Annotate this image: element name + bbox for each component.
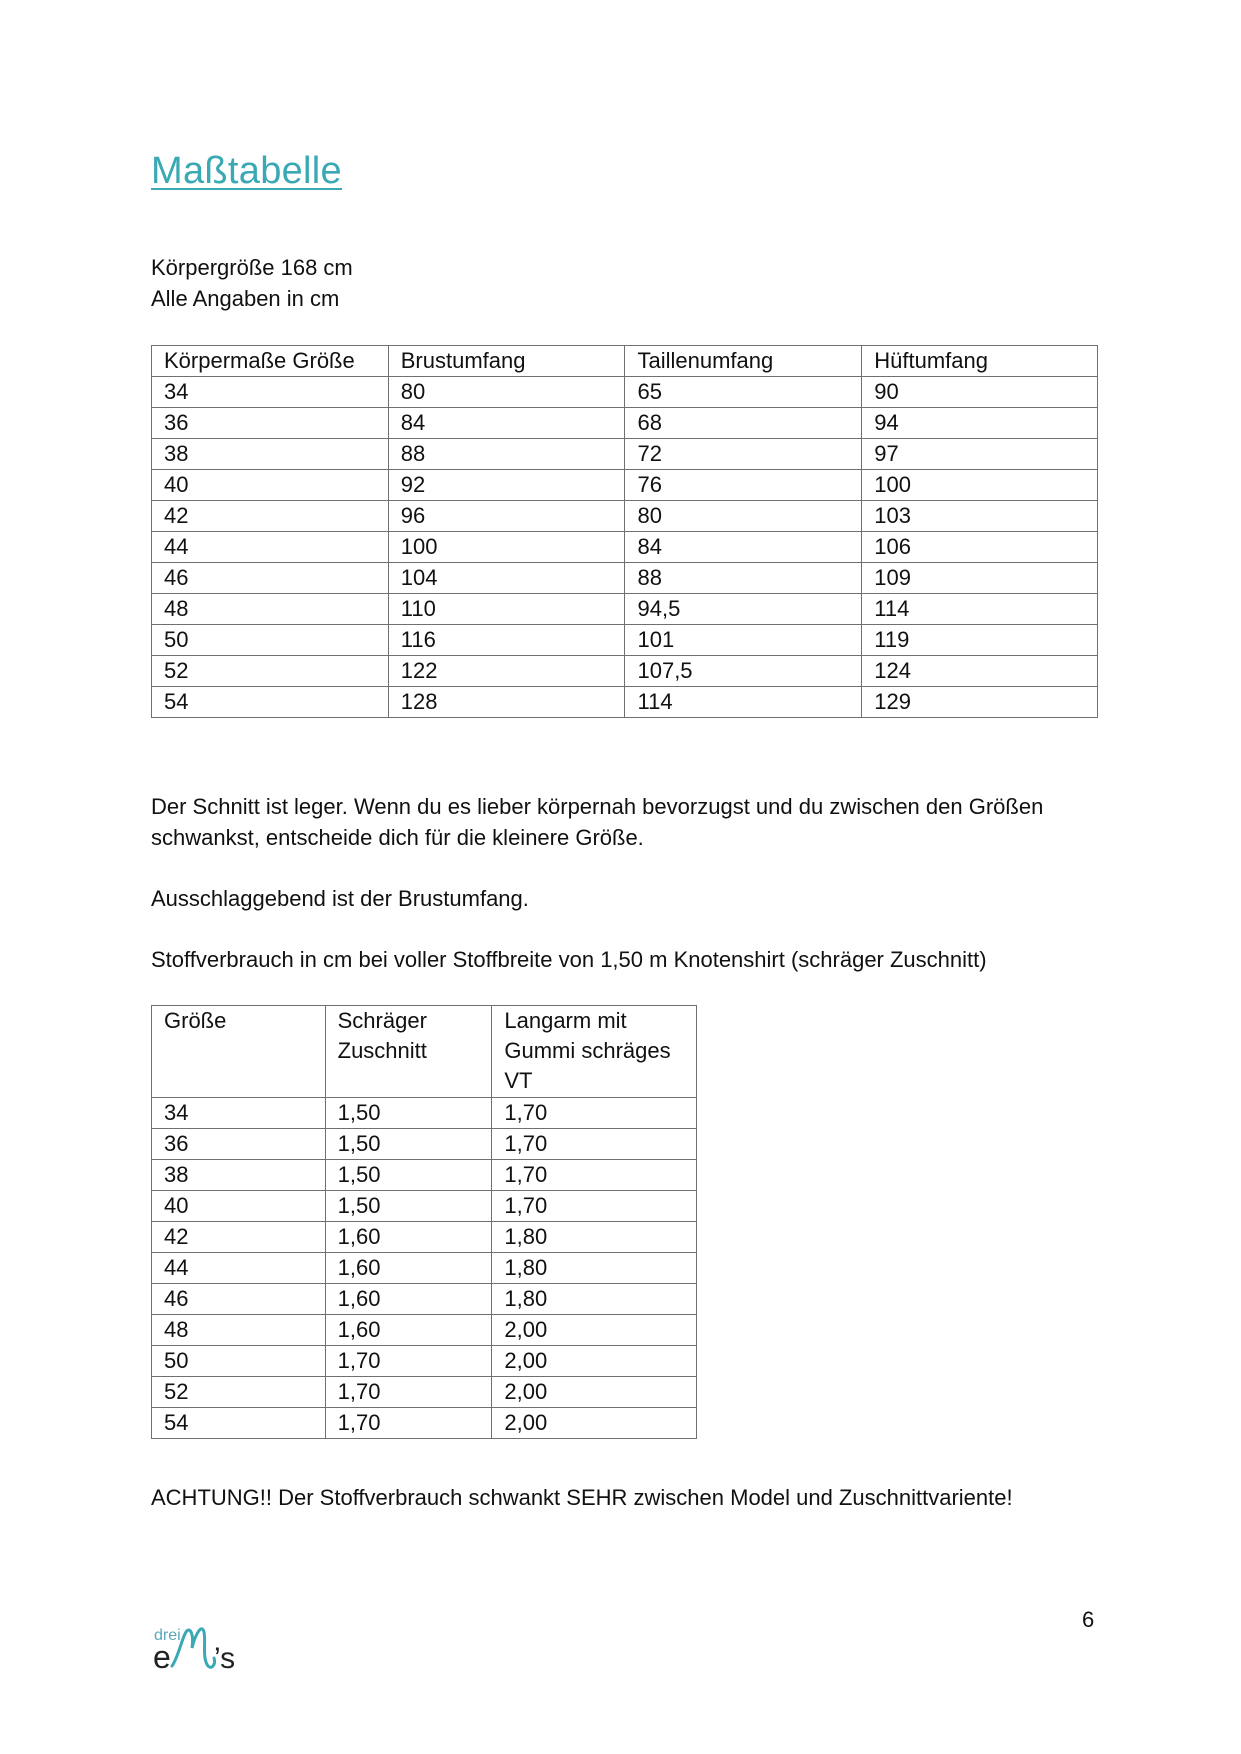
table-cell: 107,5: [625, 656, 862, 687]
table-row: [152, 1098, 697, 1129]
table-cell: 119: [862, 625, 1098, 656]
table-cell: 68: [625, 408, 862, 439]
table-cell: 114: [625, 687, 862, 718]
column-header: [325, 1006, 492, 1098]
table-header-row: [152, 346, 1098, 377]
table-cell: 84: [388, 408, 625, 439]
page-number: 6: [1082, 1607, 1095, 1632]
table-cell: 52: [152, 656, 389, 687]
table-cell: 1,50: [325, 1129, 492, 1160]
table-cell: 1,60: [325, 1315, 492, 1346]
table-row: [152, 563, 1098, 594]
table-cell: 100: [862, 470, 1098, 501]
units-text: Alle Angaben in cm: [151, 286, 340, 311]
table-cell: 40: [152, 470, 389, 501]
table-cell: 1,60: [325, 1284, 492, 1315]
column-header-line: Langarm mit: [504, 1008, 627, 1033]
table-cell: 36: [152, 1129, 326, 1160]
table-cell: 1,70: [325, 1377, 492, 1408]
logo-e: e: [153, 1639, 171, 1675]
table-cell: 1,70: [325, 1346, 492, 1377]
table-row: [152, 1253, 697, 1284]
table-cell: 72: [625, 439, 862, 470]
table-cell: 44: [152, 532, 389, 563]
table-cell: 1,50: [325, 1160, 492, 1191]
table-cell: 110: [388, 594, 625, 625]
warning-text: ACHTUNG!! Der Stoffverbrauch schwankt SEHR zwischen Model und Zuschnittvariente!: [151, 1485, 1013, 1510]
column-header-line: Gummi schräges: [504, 1038, 671, 1063]
table-cell: 80: [625, 501, 862, 532]
column-header-line: Zuschnitt: [337, 1038, 427, 1063]
table-row: [152, 470, 1098, 501]
column-header: Hüftumfang: [862, 346, 1098, 377]
table-row: [152, 625, 1098, 656]
table-cell: 96: [388, 501, 625, 532]
table-cell: 1,70: [492, 1129, 697, 1160]
table-cell: 109: [862, 563, 1098, 594]
table-row: [152, 377, 1098, 408]
fabric-consumption-intro: Stoffverbrauch in cm bei voller Stoffbreite von 1,50 m Knotenshirt (schräger Zuschnitt): [151, 947, 987, 972]
table-header-row: [152, 1006, 697, 1098]
table-cell: 2,00: [492, 1346, 697, 1377]
table-cell: 65: [625, 377, 862, 408]
logo-s: ’s: [214, 1642, 236, 1675]
table-cell: 50: [152, 625, 389, 656]
table-cell: 54: [152, 687, 389, 718]
table-cell: 1,60: [325, 1253, 492, 1284]
table-cell: 2,00: [492, 1377, 697, 1408]
table-cell: 50: [152, 1346, 326, 1377]
table-cell: 97: [862, 439, 1098, 470]
table-cell: 48: [152, 1315, 326, 1346]
table-cell: 94: [862, 408, 1098, 439]
table-cell: 46: [152, 563, 389, 594]
table-row: [152, 408, 1098, 439]
table-row: [152, 1222, 697, 1253]
table-cell: 1,70: [492, 1098, 697, 1129]
column-header: [152, 1006, 326, 1098]
table-row: [152, 656, 1098, 687]
table-cell: 104: [388, 563, 625, 594]
table-cell: 1,70: [492, 1191, 697, 1222]
table-cell: 1,50: [325, 1098, 492, 1129]
table-row: [152, 1160, 697, 1191]
table-row: [152, 1191, 697, 1222]
table-cell: 124: [862, 656, 1098, 687]
table-cell: 101: [625, 625, 862, 656]
table-cell: 100: [388, 532, 625, 563]
table-row: [152, 1284, 697, 1315]
table-cell: 1,80: [492, 1253, 697, 1284]
measurement-table: [151, 345, 1098, 718]
column-header-line: VT: [504, 1068, 533, 1093]
table-cell: 103: [862, 501, 1098, 532]
table-cell: 34: [152, 1098, 326, 1129]
table-cell: 48: [152, 594, 389, 625]
table-cell: 80: [388, 377, 625, 408]
table-cell: 54: [152, 1408, 326, 1439]
table-cell: 38: [152, 1160, 326, 1191]
decisive-note: Ausschlaggebend ist der Brustumfang.: [151, 886, 529, 911]
brand-logo: [152, 1618, 242, 1678]
table-cell: 116: [388, 625, 625, 656]
table-cell: 40: [152, 1191, 326, 1222]
table-row: [152, 594, 1098, 625]
column-header: Brustumfang: [388, 346, 625, 377]
table-cell: 1,80: [492, 1222, 697, 1253]
page-title: Maßtabelle: [151, 150, 342, 192]
table-cell: 122: [388, 656, 625, 687]
table-cell: 90: [862, 377, 1098, 408]
table-cell: 114: [862, 594, 1098, 625]
table-row: [152, 1315, 697, 1346]
table-cell: 1,70: [325, 1408, 492, 1439]
table-cell: 84: [625, 532, 862, 563]
table-row: [152, 532, 1098, 563]
logo-drei: drei: [154, 1627, 181, 1644]
table-cell: 1,70: [492, 1160, 697, 1191]
table-cell: 1,60: [325, 1222, 492, 1253]
table-row: [152, 1408, 697, 1439]
table-cell: 36: [152, 408, 389, 439]
column-header: [492, 1006, 697, 1098]
table-cell: 88: [388, 439, 625, 470]
column-header-line: Schräger: [337, 1008, 427, 1033]
table-cell: 42: [152, 1222, 326, 1253]
table-cell: 42: [152, 501, 389, 532]
table-cell: 88: [625, 563, 862, 594]
column-header: Taillenumfang: [625, 346, 862, 377]
table-cell: 44: [152, 1253, 326, 1284]
table-cell: 106: [862, 532, 1098, 563]
table-cell: 92: [388, 470, 625, 501]
body-height-text: Körpergröße 168 cm: [151, 255, 353, 280]
table-cell: 94,5: [625, 594, 862, 625]
table-row: [152, 1129, 697, 1160]
table-cell: 76: [625, 470, 862, 501]
table-cell: 38: [152, 439, 389, 470]
logo-icon: [152, 1618, 242, 1678]
table-row: [152, 1346, 697, 1377]
table-row: [152, 439, 1098, 470]
table-cell: 1,50: [325, 1191, 492, 1222]
table-cell: 128: [388, 687, 625, 718]
table-row: [152, 1377, 697, 1408]
table-row: [152, 687, 1098, 718]
table-cell: 46: [152, 1284, 326, 1315]
table-cell: 129: [862, 687, 1098, 718]
fit-note-line-1: Der Schnitt ist leger. Wenn du es lieber körpernah bevorzugst und du zwischen den Größen: [151, 794, 1044, 819]
column-header-line: Größe: [164, 1008, 227, 1033]
column-header: Körpermaße Größe: [152, 346, 389, 377]
table-cell: 1,80: [492, 1284, 697, 1315]
table-cell: 34: [152, 377, 389, 408]
table-cell: 2,00: [492, 1315, 697, 1346]
fit-note-line-2: schwankst, entscheide dich für die kleinere Größe.: [151, 825, 644, 850]
table-row: [152, 501, 1098, 532]
fabric-consumption-table: [151, 1005, 697, 1439]
table-cell: 52: [152, 1377, 326, 1408]
table-cell: 2,00: [492, 1408, 697, 1439]
